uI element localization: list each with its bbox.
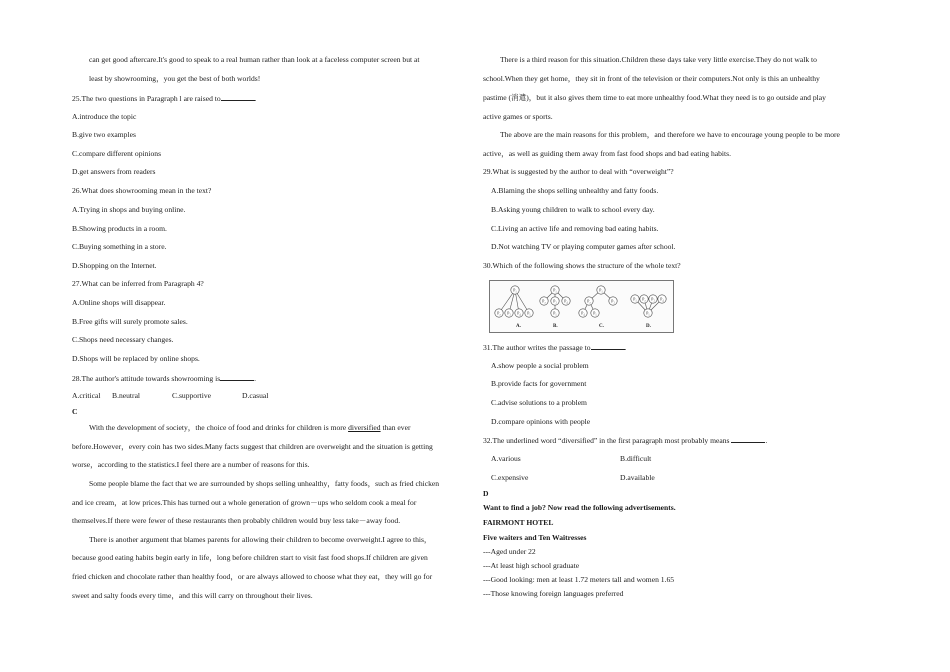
continuation-line: least by showrooming，you get the best of both worlds! <box>89 74 261 83</box>
ad-intro: Want to find a job? Now read the following advertisements. <box>483 503 676 512</box>
ad-requirement: ---Those knowing foreign languages preferred <box>483 589 624 598</box>
ad-job-title: Five waiters and Ten Waitresses <box>483 533 587 542</box>
svg-text:P₃: P₃ <box>651 297 655 302</box>
svg-text:P₁: P₁ <box>513 288 517 293</box>
svg-text:P₃: P₃ <box>507 311 511 316</box>
paragraph-3-line: sweet and salty foods every time，and this will carry on throughout their lives. <box>72 591 313 600</box>
ad-hotel-name: FAIRMONT HOTEL <box>483 518 554 527</box>
option: D.casual <box>242 391 269 400</box>
question-27: 27.What can be inferred from Paragraph 4? <box>72 279 204 288</box>
svg-text:P₅: P₅ <box>553 311 557 316</box>
structure-diagram <box>489 280 674 333</box>
option: A.Blaming the shops selling unhealthy and fatty foods. <box>491 186 659 195</box>
paragraph-4-line: pastime (消遣)，but it also gives them time to eat more unhealthy food.What they need is to go outside and play <box>483 93 826 102</box>
paragraph-1-line: worse，according to the statistics.I feel there are a number of reasons for this. <box>72 460 310 469</box>
diagram-label-b: B. <box>553 324 558 329</box>
option: D.Shops will be replaced by online shops. <box>72 354 200 363</box>
svg-text:P₁: P₁ <box>599 288 603 293</box>
paragraph-3: There is another argument that blames parents for allowing their children to become overweight.I agree to this， <box>89 535 432 544</box>
section-heading: C <box>72 407 78 416</box>
paragraph-4: There is a third reason for this situation.Children these days take very little exercise.They do not walk to <box>500 55 817 64</box>
option: D.Not watching TV or playing computer games after school. <box>491 242 676 251</box>
paragraph-2: Some people blame the fact that we are surrounded by shops selling unhealthy，fatty foods，such as fried chicken <box>89 479 440 488</box>
question-30: 30.Which of the following shows the structure of the whole text? <box>483 261 681 270</box>
diagram-label-d: D. <box>646 324 651 329</box>
option: A.Online shops will disappear. <box>72 298 166 307</box>
answer-blank <box>221 93 255 101</box>
option: B.difficult <box>620 454 652 463</box>
svg-text:P₃: P₃ <box>611 299 615 304</box>
question-25: 25.The two questions in Paragraph l are raised to . <box>72 94 257 103</box>
option: A.introduce the topic <box>72 112 137 121</box>
paragraph-5-line: active，as well as guiding them away from fast food shops and bad eating habits. <box>483 149 732 158</box>
continuation-line: can get good aftercare.It's good to speak to a real human rather than look at a faceless computer screen but at <box>89 55 420 64</box>
question-32: 32.The underlined word “diversified” in the first paragraph most probably means . <box>483 436 768 445</box>
paragraph-4-line: active games or sports. <box>483 112 553 121</box>
paragraph-2-line: themselves.If there were fewer of these restaurants then probably children would buy less take－away food. <box>72 516 401 525</box>
paragraph-3-line: fried chicken and chocolate rather than healthy food，or are always allowed to choose what they eat，they will go for <box>72 572 433 581</box>
option: B.neutral <box>112 391 141 400</box>
answer-blank <box>591 342 625 350</box>
paragraph-3-line: because good eating habits begin early in life，long before children start to visit fast food shops.If children are given <box>72 553 428 562</box>
option: C.Living an active life and removing bad eating habits. <box>491 224 659 233</box>
diagram-label-c: C. <box>599 324 604 329</box>
svg-text:P₅: P₅ <box>527 311 531 316</box>
option: A.critical <box>72 391 101 400</box>
option: A.show people a social problem <box>491 361 589 370</box>
svg-text:P₄: P₄ <box>517 311 521 316</box>
option: B.provide facts for government <box>491 379 587 388</box>
ad-requirement: ---Aged under 22 <box>483 547 536 556</box>
question-26: 26.What does showrooming mean in the text? <box>72 186 212 195</box>
option: C.supportive <box>172 391 212 400</box>
structure-diagram-svg <box>490 281 673 332</box>
answer-blank <box>731 435 765 443</box>
svg-text:P₅: P₅ <box>593 311 597 316</box>
option: C.Buying something in a store. <box>72 242 167 251</box>
option: B.Asking young children to walk to school every day. <box>491 205 655 214</box>
question-28: 28.The author's attitude towards showrooming is . <box>72 374 257 383</box>
paragraph-5: The above are the main reasons for this problem，and therefore we have to encourage young people to be more <box>500 130 840 139</box>
ad-requirement: ---Good looking: men at least 1.72 meters tall and women 1.65 <box>483 575 675 584</box>
option: B.Free gifts will surely promote sales. <box>72 317 188 326</box>
paragraph-1-line: before.However，every coin has two sides.Many facts suggest that children are overweight and the situation is getting <box>72 442 433 451</box>
svg-text:P₂: P₂ <box>542 299 546 304</box>
option: C.Shops need necessary changes. <box>72 335 174 344</box>
answer-blank <box>220 373 254 381</box>
svg-text:P₂: P₂ <box>497 311 501 316</box>
svg-text:P₄: P₄ <box>660 297 664 302</box>
svg-text:P₂: P₂ <box>587 299 591 304</box>
option: C.advise solutions to a problem <box>491 398 587 407</box>
question-29: 29.What is suggested by the author to deal with “overweight”? <box>483 167 674 176</box>
paragraph-4-line: school.When they get home，they sit in front of the television or their computers.Not only is this an unhealthy <box>483 74 820 83</box>
svg-text:P₄: P₄ <box>564 299 568 304</box>
paragraph-1: With the development of society，the choice of food and drinks for children is more diversified than ever <box>89 423 411 432</box>
svg-text:P₄: P₄ <box>581 311 585 316</box>
question-31: 31.The author writes the passage to . <box>483 343 627 352</box>
ad-requirement: ---At least high school graduate <box>483 561 580 570</box>
svg-text:P₅: P₅ <box>646 311 650 316</box>
diagram-label-a: A. <box>516 324 521 329</box>
option: A.Trying in shops and buying online. <box>72 205 186 214</box>
svg-text:P₃: P₃ <box>553 299 557 304</box>
option: D.get answers from readers <box>72 167 156 176</box>
option: B.give two examples <box>72 130 136 139</box>
svg-text:P₂: P₂ <box>642 297 646 302</box>
section-heading: D <box>483 489 489 498</box>
svg-text:P₁: P₁ <box>633 297 637 302</box>
option: C.compare different opinions <box>72 149 162 158</box>
svg-text:P₁: P₁ <box>553 288 557 293</box>
option: B.Showing products in a room. <box>72 224 167 233</box>
option: C.expensive <box>491 473 529 482</box>
option: D.compare opinions with people <box>491 417 591 426</box>
underlined-word: diversified <box>348 423 381 432</box>
option: D.available <box>620 473 655 482</box>
option: D.Shopping on the Internet. <box>72 261 157 270</box>
paragraph-2-line: and ice cream，at low prices.This has turned out a whole generation of grown－ups who seldom cook a meal for <box>72 498 417 507</box>
option: A.various <box>491 454 521 463</box>
